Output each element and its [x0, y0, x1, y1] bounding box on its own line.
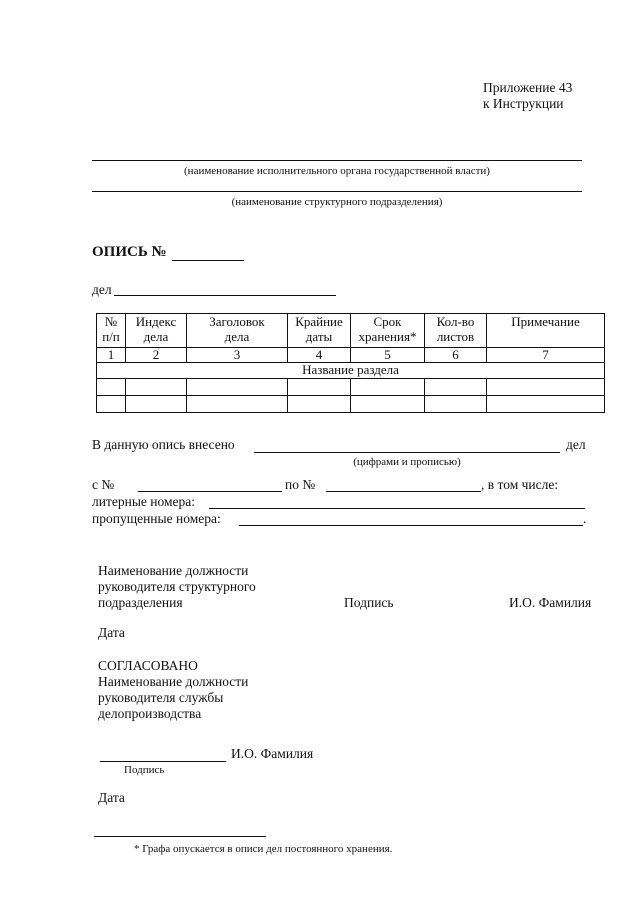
cases-line[interactable]: [114, 295, 336, 296]
section-title: Название раздела: [97, 363, 605, 379]
skipped-numbers-line[interactable]: [239, 525, 583, 526]
col-header: Срок хранения*: [351, 314, 425, 348]
cases-label: дел: [92, 282, 112, 297]
letter-numbers-label: литерные номера:: [92, 494, 196, 509]
table-cell[interactable]: [288, 396, 351, 413]
col-number: 6: [425, 348, 487, 363]
skipped-end-dot: .: [583, 511, 587, 526]
head-position-line3: подразделения: [98, 595, 183, 610]
col-number: 4: [288, 348, 351, 363]
col-header: № п/п: [97, 314, 126, 348]
authority-line[interactable]: [92, 160, 582, 161]
range-to-line[interactable]: [326, 491, 481, 492]
col-number: 1: [97, 348, 126, 363]
range-to-label: по №: [285, 477, 316, 492]
letter-numbers-line[interactable]: [209, 508, 585, 509]
appendix-number: Приложение 43: [483, 80, 573, 95]
appendix-header: [483, 80, 572, 112]
head-position-block: [98, 563, 256, 611]
head-fullname-label: И.О. Фамилия: [509, 595, 592, 610]
col-number: 3: [187, 348, 288, 363]
col-header: Индекс дела: [126, 314, 187, 348]
skipped-numbers-label: пропущенные номера:: [92, 511, 221, 526]
entered-count-line[interactable]: [254, 452, 560, 453]
entered-prefix: В данную опись внесено: [92, 437, 235, 452]
table-row: [97, 379, 605, 396]
title-text: ОПИСЬ №: [92, 244, 167, 260]
document-title: [92, 244, 167, 261]
head-date-label: Дата: [98, 625, 125, 640]
table-cell[interactable]: [187, 379, 288, 396]
head-position-line1: Наименование должности: [98, 563, 249, 578]
approved-position-line1: Наименование должности: [98, 674, 249, 689]
head-position-line2: руководителя структурного: [98, 579, 256, 594]
col-number: 2: [126, 348, 187, 363]
inventory-table: [96, 313, 605, 413]
footnote-text: * Графа опускается в описи дел постоянного хранения.: [134, 843, 393, 855]
col-header: Кол-во листов: [425, 314, 487, 348]
col-header: Крайние даты: [288, 314, 351, 348]
section-title-row: [97, 363, 605, 379]
approved-block: [98, 658, 248, 722]
approved-signature-line[interactable]: [100, 761, 226, 762]
table-cell[interactable]: [425, 396, 487, 413]
col-header: Примечание: [487, 314, 605, 348]
subdivision-caption: (наименование структурного подразделения): [231, 196, 443, 208]
footnote-separator: [94, 836, 266, 837]
subdivision-line[interactable]: [92, 191, 582, 192]
approved-signature-caption: Подпись: [124, 764, 165, 776]
table-cell[interactable]: [425, 379, 487, 396]
table-header-row: [97, 314, 605, 348]
inventory-number-line[interactable]: [172, 260, 244, 261]
table-cell[interactable]: [351, 379, 425, 396]
col-number: 7: [487, 348, 605, 363]
table-cell[interactable]: [126, 396, 187, 413]
table-cell[interactable]: [187, 396, 288, 413]
range-suffix: , в том числе:: [481, 477, 559, 492]
head-signature-label: Подпись: [344, 595, 394, 610]
approved-position-line2: руководителя службы: [98, 690, 224, 705]
table-cell[interactable]: [288, 379, 351, 396]
approved-position-line3: делопроизводства: [98, 706, 202, 721]
approved-fullname-label: И.О. Фамилия: [231, 746, 314, 761]
authority-caption: (наименование исполнительного органа государственной власти): [184, 165, 490, 177]
approved-date-label: Дата: [98, 790, 125, 805]
table-cell[interactable]: [97, 396, 126, 413]
table-cell[interactable]: [351, 396, 425, 413]
entered-suffix: дел: [566, 437, 586, 452]
table-cell[interactable]: [126, 379, 187, 396]
table-row: [97, 396, 605, 413]
entered-caption: (цифрами и прописью): [353, 456, 461, 468]
approved-label: СОГЛАСОВАНО: [98, 658, 198, 673]
appendix-reference: к Инструкции: [483, 96, 564, 111]
table-cell[interactable]: [487, 396, 605, 413]
col-number: 5: [351, 348, 425, 363]
col-header: Заголовок дела: [187, 314, 288, 348]
range-from-line[interactable]: [138, 491, 282, 492]
table-cell[interactable]: [487, 379, 605, 396]
range-from-label: с №: [92, 477, 115, 492]
table-number-row: [97, 348, 605, 363]
table-cell[interactable]: [97, 379, 126, 396]
